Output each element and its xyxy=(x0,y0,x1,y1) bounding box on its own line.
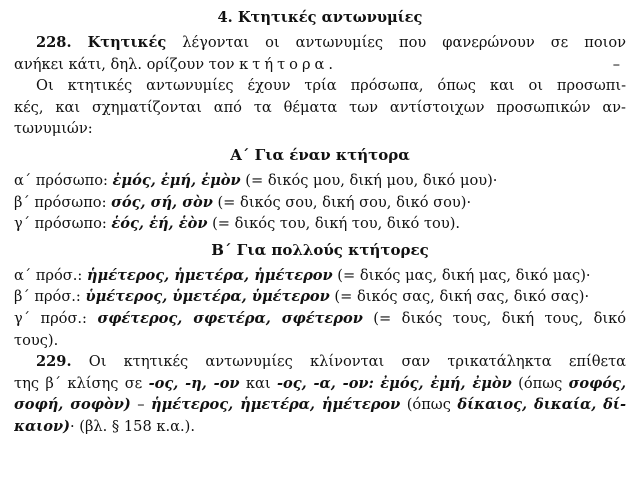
row-gloss: (= δικός του, δική του, δικό του). xyxy=(212,215,461,233)
row-gloss: (= δικός τους, δική τους, δικό xyxy=(373,309,626,327)
section-heading: 4. Κτητικές αντωνυμίες xyxy=(217,9,423,26)
row-b-1 xyxy=(14,265,626,287)
example: καιον) xyxy=(14,417,70,435)
para-229-line-3 xyxy=(14,394,626,416)
endings: -ος, -η, -ον xyxy=(148,374,240,392)
row-forms: ἡμέτερος, ἡμετέρα, ἡμέτερον xyxy=(86,266,333,284)
row-forms: σός, σή, σὸν xyxy=(111,193,213,211)
term-bold: Κτητικές xyxy=(87,34,167,51)
text-run: της β΄ κλίσης σε xyxy=(14,374,143,392)
subsection-title-a: Α΄ Για έναν κτήτορα xyxy=(230,145,410,164)
example: δίκαιος, δικαία, δί- xyxy=(457,396,626,414)
para-229-line-2 xyxy=(14,373,626,395)
row-gloss: (= δικός μου, δική μου, δικό μου)· xyxy=(245,171,498,189)
forms: ἡμέτερος, ἡμετέρα, ἡμέτερον xyxy=(150,396,401,414)
row-a-3 xyxy=(14,213,626,235)
row-label: α΄ πρόσωπο: xyxy=(14,171,108,189)
subsection-title-b: Β΄ Για πολλούς κτήτορες xyxy=(211,240,429,259)
row-label: γ΄ πρόσωπο: xyxy=(14,215,107,233)
example: σοφή, σοφὸν) xyxy=(14,396,131,414)
row-forms: ἐμός, ἐμή, ἐμὸν xyxy=(112,171,241,189)
text-run: ανήκει κάτι, δηλ. ορίζουν τον xyxy=(14,55,235,73)
row-label: α΄ πρόσ.: xyxy=(14,266,83,284)
row-gloss: (= δικός σας, δική σας, δικό σας)· xyxy=(334,288,590,306)
row-b-3 xyxy=(14,308,626,330)
forms: ἐμός, ἐμή, ἐμὸν xyxy=(380,374,512,392)
row-gloss: (= δικός σου, δική σου, δικό σου)· xyxy=(217,193,472,211)
row-b-2 xyxy=(14,286,626,308)
para-number: 229. xyxy=(36,353,72,371)
text-run: (όπως xyxy=(406,396,451,414)
row-forms: ὑμέτερος, ὑμετέρα, ὑμέτερον xyxy=(85,288,330,306)
row-forms: σφέτερος, σφετέρα, σφέτερον xyxy=(97,309,363,327)
text-run: · (βλ. § 158 κ.α.). xyxy=(70,417,195,435)
endings: -ος, -α, -ον: xyxy=(276,374,374,392)
row-gloss: (= δικός μας, δική μας, δικό μας)· xyxy=(337,266,591,284)
para-228-line-5: τωνυμιών: xyxy=(14,120,93,138)
row-forms: ἑός, ἑή, ἑὸν xyxy=(111,215,208,233)
para-number: 228. xyxy=(36,34,72,51)
row-label: β΄ πρόσ.: xyxy=(14,288,81,306)
row-a-2 xyxy=(14,192,626,214)
page xyxy=(14,6,626,438)
row-a-1 xyxy=(14,170,626,192)
text-run: και xyxy=(245,374,271,392)
text-run: (όπως xyxy=(518,374,563,392)
para-228-line-2 xyxy=(14,54,626,76)
para-229-line-4 xyxy=(14,416,626,438)
row-b-3-continued: τους). xyxy=(14,331,59,349)
para-228-line-3: Οι κτητικές αντωνυμίες έχουν τρία πρόσωπα, όπως και οι προσωπι- xyxy=(36,77,626,95)
margin-dash: – xyxy=(612,55,620,73)
para-229-line-1 xyxy=(14,351,626,373)
dash: – xyxy=(137,396,145,414)
para-228-line-4: κές, και σχηματίζονται από τα θέματα των αντίστοιχων προσωπικών αν- xyxy=(14,98,626,116)
example: σοφός, xyxy=(568,374,626,392)
text-run: λέγονται οι αντωνυμίες που φανερώνουν σε ποιον xyxy=(182,34,626,51)
para-228-line-1 xyxy=(14,32,626,54)
text-run: Οι κτητικές αντωνυμίες κλίνονται σαν τρικατάληκτα επίθετα xyxy=(88,353,626,371)
row-label: γ΄ πρόσ.: xyxy=(14,309,87,327)
spaced-term: κτήτορα. xyxy=(239,55,338,73)
row-label: β΄ πρόσωπο: xyxy=(14,193,107,211)
